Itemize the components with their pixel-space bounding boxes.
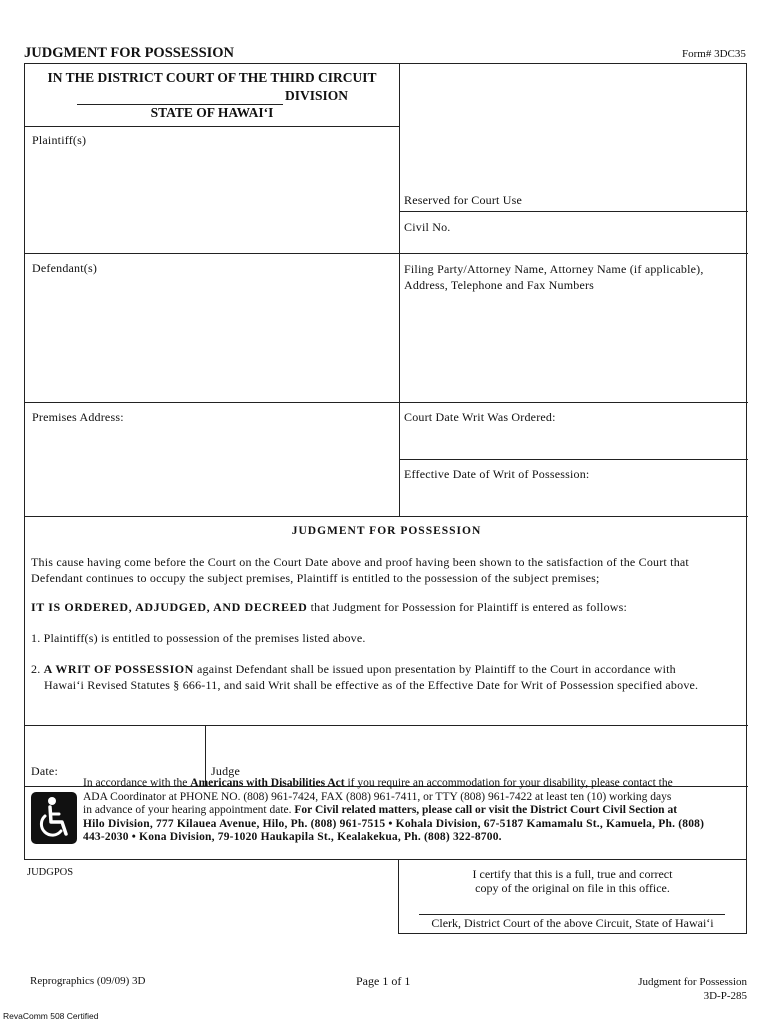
judgment-title: JUDGMENT FOR POSSESSION bbox=[291, 525, 482, 537]
divider bbox=[25, 253, 399, 254]
divider bbox=[399, 64, 400, 516]
ada-divisions: 443-2030 • Kona Division, 79-1020 Haukapila St., Kealakekua, Ph. (808) 322-8700. bbox=[83, 831, 502, 843]
court-date-label: Court Date Writ Was Ordered: bbox=[404, 410, 556, 424]
divider bbox=[399, 211, 748, 212]
paragraph-line: Defendant continues to occupy the subject premises, Plaintiff is entitled to the possession of the subject premises; bbox=[31, 571, 600, 585]
item-2-number: 2. bbox=[31, 662, 44, 676]
defendants-label: Defendant(s) bbox=[32, 261, 98, 275]
item-2-bold: A WRIT OF POSSESSION bbox=[43, 662, 194, 676]
page-number: Page 1 of 1 bbox=[356, 974, 411, 988]
clerk-label: Clerk, District Court of the above Circuit, State of Hawai‘i bbox=[431, 916, 714, 930]
certification-text bbox=[398, 867, 747, 895]
plaintiffs-label: Plaintiff(s) bbox=[32, 133, 87, 147]
ada-text: In accordance with the bbox=[83, 777, 191, 789]
ordered-clause bbox=[31, 599, 743, 615]
item-1: 1. Plaintiff(s) is entitled to possession of the premises listed above. bbox=[31, 631, 366, 645]
filing-party-label bbox=[404, 261, 704, 293]
judge-label: Judge bbox=[211, 764, 240, 778]
footer-reprographics: Reprographics (09/09) 3D bbox=[30, 975, 146, 987]
divider bbox=[25, 725, 748, 726]
form-title: JUDGMENT FOR POSSESSION bbox=[24, 45, 235, 61]
clerk-signature-line bbox=[419, 914, 725, 915]
division-label: DIVISION bbox=[285, 88, 349, 103]
revacomm-certified: RevaComm 508 Certified bbox=[3, 1011, 99, 1021]
ada-civil: For Civil related matters, please call or visit the District Court Civil Section at bbox=[294, 804, 678, 816]
form-grid bbox=[24, 63, 747, 860]
divider bbox=[25, 402, 748, 403]
item-2-rest: against Defendant shall be issued upon presentation by Plaintiff to the Court in accordance with bbox=[193, 662, 676, 676]
divider bbox=[399, 459, 748, 460]
divider bbox=[25, 126, 399, 127]
paragraph-line: This cause having come before the Court on the Court Date above and proof having been shown to the satisfaction of the Court that bbox=[31, 555, 689, 569]
filing-party-line-1: Filing Party/Attorney Name, Attorney Name (if applicable), bbox=[404, 262, 704, 276]
wheelchair-icon-graphic bbox=[31, 792, 77, 844]
filing-party-line-2: Address, Telephone and Fax Numbers bbox=[404, 278, 595, 292]
footer-form-name bbox=[600, 975, 747, 1003]
premises-address-label: Premises Address: bbox=[32, 410, 124, 424]
date-label: Date: bbox=[31, 764, 58, 778]
wheelchair-icon bbox=[31, 792, 77, 844]
ada-text: if you require an accommodation for your disability, please contact the bbox=[344, 777, 673, 789]
ada-divisions: Hilo Division, 777 Kilauea Avenue, Hilo, Ph. (808) 961-7515 • Kohala Division, 67-5187 Kamamalu St., Kamuela, Ph. (808) bbox=[83, 817, 705, 830]
civil-no-label: Civil No. bbox=[404, 220, 451, 234]
cert-line-2: copy of the original on file in this office. bbox=[475, 881, 670, 895]
ordered-rest: that Judgment for Possession for Plaintiff is entered as follows: bbox=[307, 600, 628, 614]
item-2 bbox=[31, 661, 743, 693]
form-code: JUDGPOS bbox=[27, 867, 74, 878]
court-state: STATE OF HAWAI‘I bbox=[150, 105, 274, 120]
ada-notice bbox=[83, 777, 723, 845]
ordered-bold: IT IS ORDERED, ADJUDGED, AND DECREED bbox=[31, 600, 308, 614]
form-number: Form# 3DC35 bbox=[682, 48, 746, 60]
footer-right-line-1: Judgment for Possession bbox=[638, 976, 747, 988]
item-2-line-2: Hawai‘i Revised Statutes § 666-11, and said Writ shall be effective as of the Effective Date for Writ of Possession specified above. bbox=[44, 678, 699, 692]
divider bbox=[399, 253, 748, 254]
ada-text: in advance of your hearing appointment date. bbox=[83, 804, 295, 816]
effective-date-label: Effective Date of Writ of Possession: bbox=[404, 467, 590, 481]
judgment-paragraph bbox=[31, 554, 743, 586]
court-name: IN THE DISTRICT COURT OF THE THIRD CIRCUIT bbox=[47, 70, 377, 85]
cert-line-1: I certify that this is a full, true and correct bbox=[472, 867, 673, 881]
ada-act: Americans with Disabilities Act bbox=[190, 777, 345, 789]
reserved-label: Reserved for Court Use bbox=[404, 193, 523, 207]
ada-text: ADA Coordinator at PHONE NO. (808) 961-7424, FAX (808) 961-7411, or TTY (808) 961-7422 at least ten (10) working days bbox=[83, 790, 672, 803]
footer-right-line-2: 3D-P-285 bbox=[703, 990, 747, 1002]
divider bbox=[25, 516, 748, 517]
